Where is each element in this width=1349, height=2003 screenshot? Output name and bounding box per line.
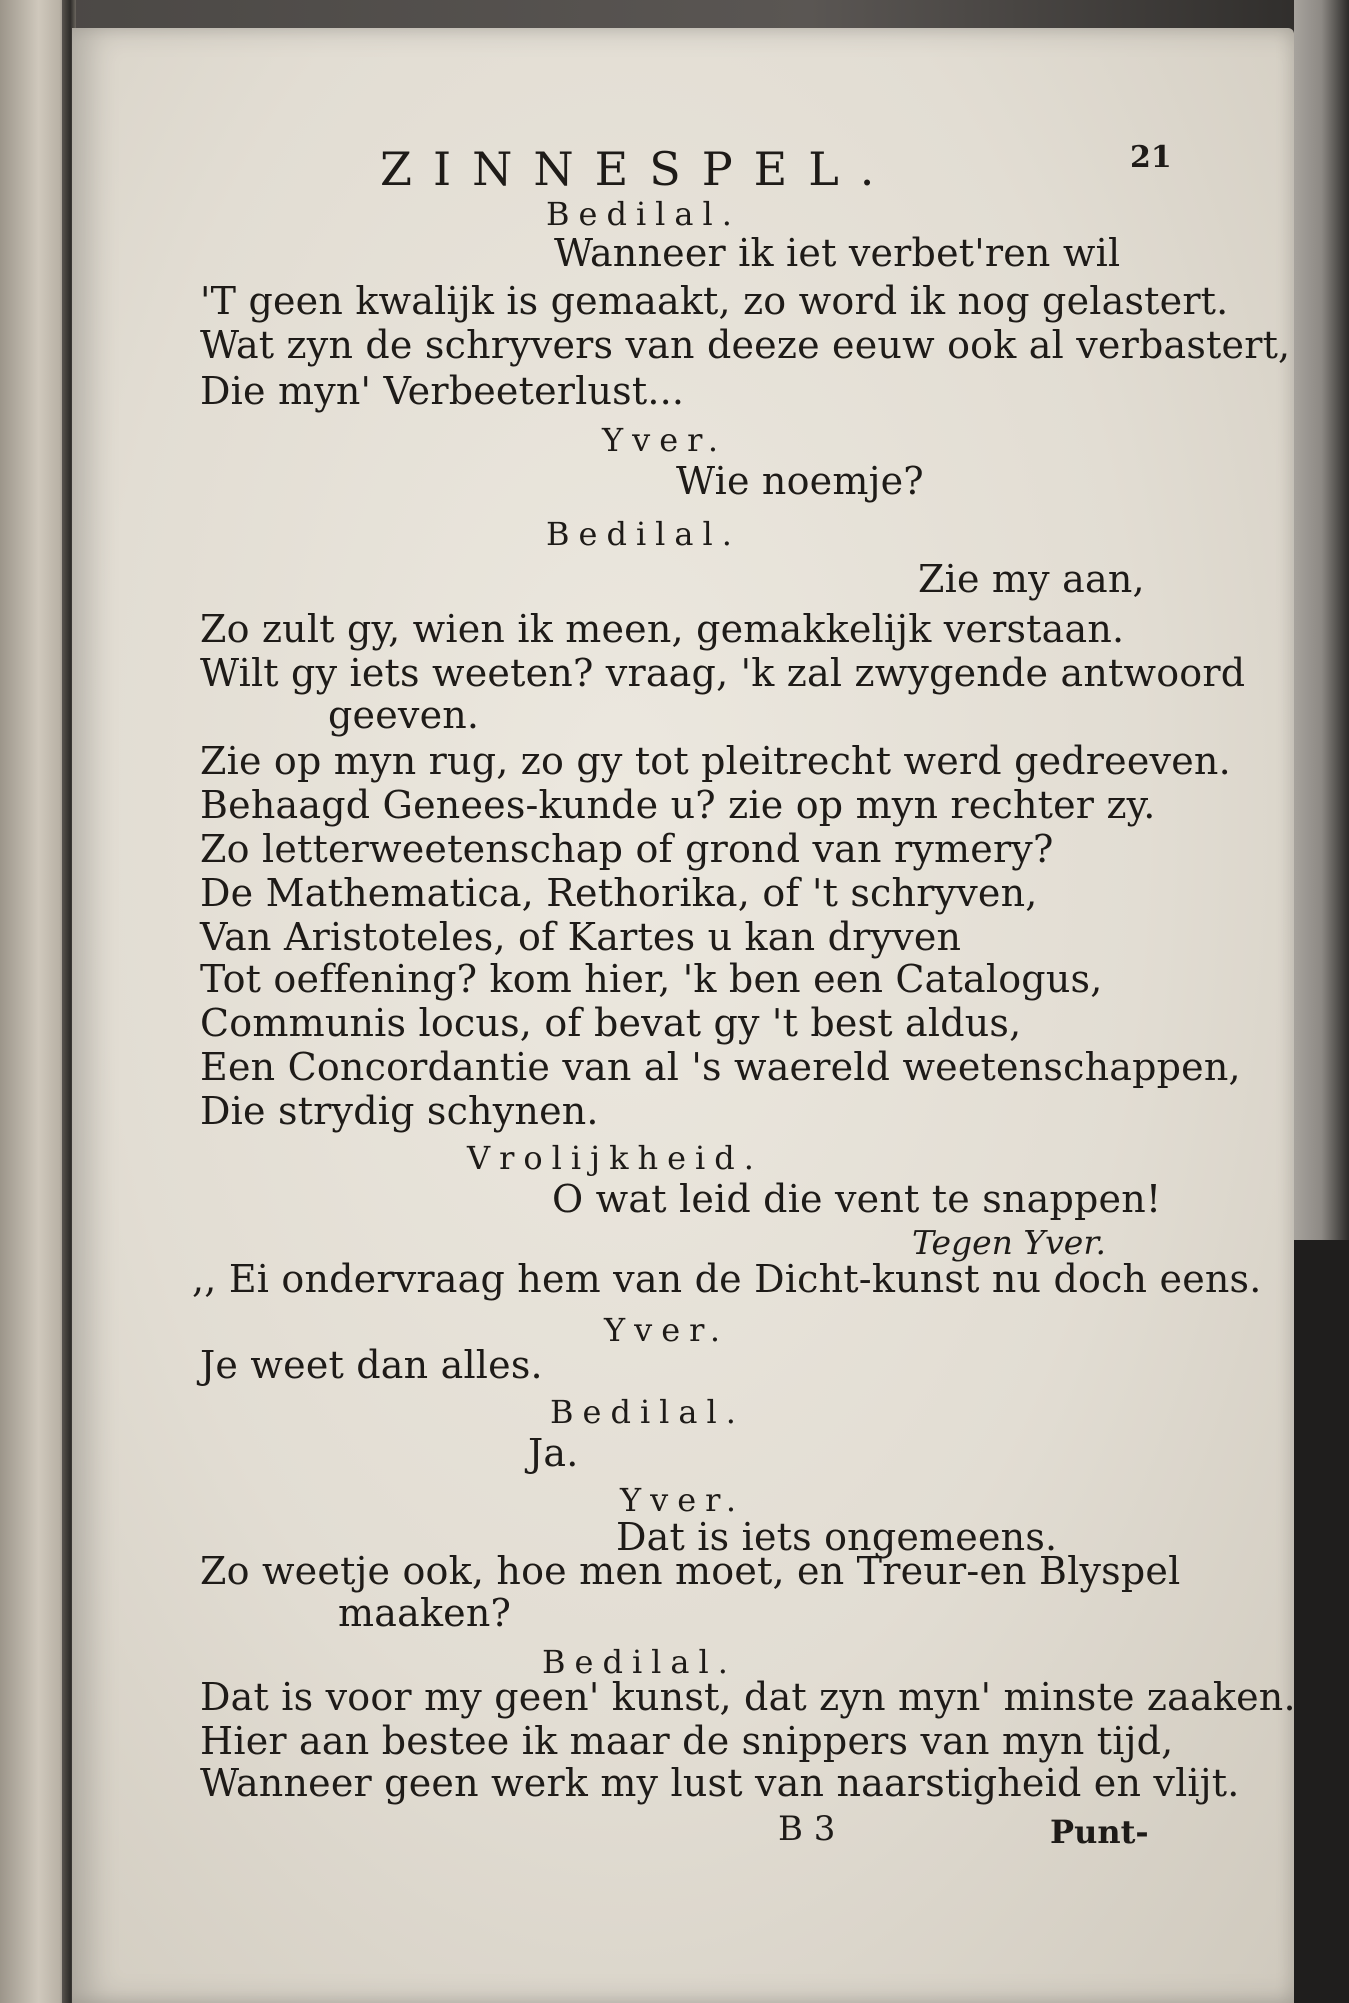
signature-mark: B 3 bbox=[778, 1809, 836, 1849]
verse-line: Zie my aan, bbox=[918, 557, 1145, 601]
verse-line: maaken? bbox=[338, 1591, 512, 1635]
facing-page-edge bbox=[0, 0, 70, 2003]
page-number: 21 bbox=[1130, 140, 1172, 175]
book-page bbox=[72, 28, 1294, 2003]
speaker-name: Bedilal. bbox=[546, 195, 741, 233]
speaker-name: Bedilal. bbox=[542, 1643, 737, 1681]
verse-line: Wanneer geen werk my lust van naarstigheid en vlijt. bbox=[200, 1761, 1240, 1805]
verse-line: Zo weetje ook, hoe men moet, en Treur-en Blyspel bbox=[200, 1549, 1181, 1593]
verse-line: Die myn' Verbeeterlust... bbox=[200, 369, 685, 413]
verse-line: ,, Ei ondervraag hem van de Dicht-kunst nu doch eens. bbox=[192, 1257, 1262, 1301]
verse-line: Van Aristoteles, of Kartes u kan dryven bbox=[200, 915, 962, 959]
speaker-name: Yver. bbox=[604, 1311, 730, 1349]
running-title: ZINNESPEL. bbox=[380, 142, 896, 196]
stage-direction: Tegen Yver. bbox=[912, 1223, 1106, 1262]
verse-line: Je weet dan alles. bbox=[200, 1343, 543, 1387]
speaker-name: Yver. bbox=[620, 1481, 746, 1519]
verse-line: Wilt gy iets weeten? vraag, 'k zal zwygende antwoord bbox=[200, 651, 1246, 695]
verse-line: geeven. bbox=[328, 693, 480, 737]
verse-line: Zo zult gy, wien ik meen, gemakkelijk verstaan. bbox=[200, 607, 1125, 651]
verse-line: Behaagd Genees-kunde u? zie op myn rechter zy. bbox=[200, 783, 1156, 827]
verse-line: Tot oeffening? kom hier, 'k ben een Catalogus, bbox=[200, 957, 1103, 1001]
speaker-name: Yver. bbox=[602, 421, 728, 459]
verse-line: Zie op myn rug, zo gy tot pleitrecht werd gedreeven. bbox=[200, 739, 1231, 783]
verse-line: De Mathematica, Rethorika, of 't schryven, bbox=[200, 871, 1038, 915]
verse-line: Communis locus, of bevat gy 't best aldus, bbox=[200, 1001, 1022, 1045]
speaker-name: Bedilal. bbox=[546, 515, 741, 553]
verse-line: Een Concordantie van al 's waereld weetenschappen, bbox=[200, 1045, 1241, 1089]
speaker-name: Vrolijkheid. bbox=[467, 1139, 763, 1177]
verse-line: O wat leid die vent te snappen! bbox=[552, 1177, 1162, 1221]
verse-line: Ja. bbox=[528, 1431, 579, 1475]
verse-line: 'T geen kwalijk is gemaakt, zo word ik nog gelastert. bbox=[200, 279, 1229, 323]
verse-line: Zo letterweetenschap of grond van rymery? bbox=[200, 827, 1054, 871]
verse-line: Dat is voor my geen' kunst, dat zyn myn' minste zaaken. bbox=[200, 1675, 1296, 1719]
verse-line: Die strydig schynen. bbox=[200, 1089, 599, 1133]
catchword: Punt- bbox=[1050, 1813, 1149, 1851]
verse-line: Wie noemje? bbox=[676, 459, 924, 503]
verse-line: Wanneer ik iet verbet'ren wil bbox=[554, 231, 1121, 275]
verse-line: Dat is iets ongemeens. bbox=[616, 1515, 1058, 1559]
verse-line: Hier aan bestee ik maar de snippers van myn tijd, bbox=[200, 1719, 1174, 1763]
speaker-name: Bedilal. bbox=[550, 1393, 745, 1431]
verse-line: Wat zyn de schryvers van deeze eeuw ook al verbastert, bbox=[200, 323, 1291, 367]
